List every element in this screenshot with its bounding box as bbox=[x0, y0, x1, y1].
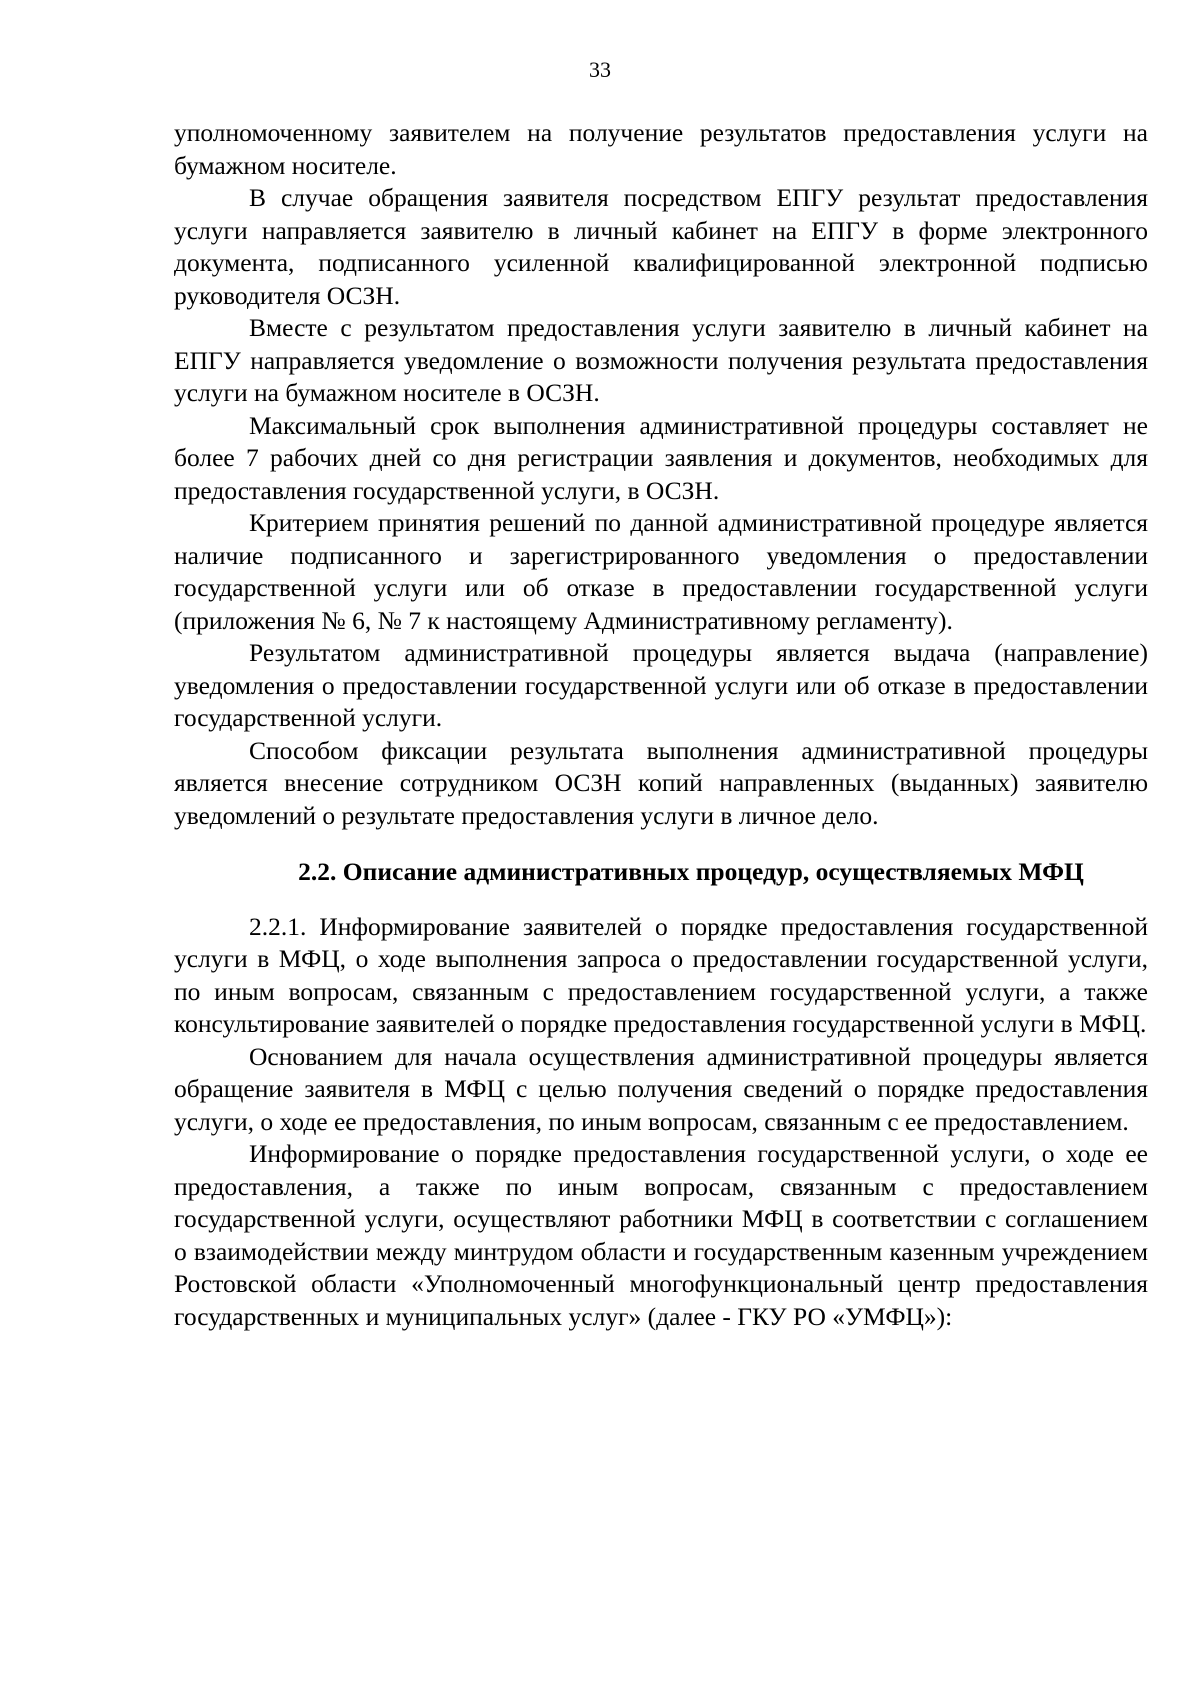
page-number: 33 bbox=[589, 57, 611, 82]
paragraph: В случае обращения заявителя посредством ЕПГУ результат предоставления услуги направляется заявителю в личный кабинет на ЕПГУ в форме электронного документа, подписанного усиленной квалифицированной электронной подписью руководителя ОСЗН. bbox=[174, 183, 1148, 310]
paragraph: Информирование о порядке предоставления государственной услуги, о ходе ее предоставления, а также по иным вопросам, связанным с предоставлением государственной услуги, осуществляют работники МФЦ в соответствии с соглашением о взаимодействии между минтрудом области и государственным казенным учреждением Ростовской области «Уполномоченный многофункциональный центр предоставления государственных и муниципальных услуг» (далее - ГКУ РО «УМФЦ»): bbox=[174, 1139, 1148, 1331]
paragraph: Способом фиксации результата выполнения административной процедуры является внесение сотрудником ОСЗН копий направленных (выданных) заявителю уведомлений о результате предоставления услуги в личное дело. bbox=[174, 735, 1148, 830]
paragraph: Критерием принятия решений по данной административной процедуре является наличие подписанного и зарегистрированного уведомления о предоставлении государственной услуги или об отказе в предоставлении государственной услуги (приложения № 6, № 7 к настоящему Административному регламенту). bbox=[174, 508, 1148, 635]
section-heading: 2.2. Описание административных процедур, осуществляемых МФЦ bbox=[298, 857, 1084, 886]
paragraph: 2.2.1. Информирование заявителей о порядке предоставления государственной услуги в МФЦ, о ходе выполнения запроса о предоставлении государственной услуги, по иным вопросам, связанным с предоставлением государственной услуги, а также консультирование заявителей о порядке предоставления государственной услуги в МФЦ. bbox=[174, 911, 1148, 1038]
paragraph: Результатом административной процедуры является выдача (направление) уведомления о предоставлении государственной услуги или об отказе в предоставлении государственной услуги. bbox=[174, 638, 1148, 732]
document-body bbox=[174, 117, 1148, 1333]
paragraph: Вместе с результатом предоставления услуги заявителю в личный кабинет на ЕПГУ направляется уведомление о возможности получения результата предоставления услуги на бумажном носителе в ОСЗН. bbox=[174, 313, 1148, 407]
paragraph: Основанием для начала осуществления административной процедуры является обращение заявителя в МФЦ с целью получения сведений о порядке предоставления услуги, о ходе ее предоставления, по иным вопросам, связанным с ее предоставлением. bbox=[174, 1041, 1148, 1136]
paragraph: уполномоченному заявителем на получение результатов предоставления услуги на бумажном носителе. bbox=[174, 118, 1148, 180]
paragraph: Максимальный срок выполнения административной процедуры составляет не более 7 рабочих дней со дня регистрации заявления и документов, необходимых для предоставления государственной услуги, в ОСЗН. bbox=[174, 410, 1148, 505]
